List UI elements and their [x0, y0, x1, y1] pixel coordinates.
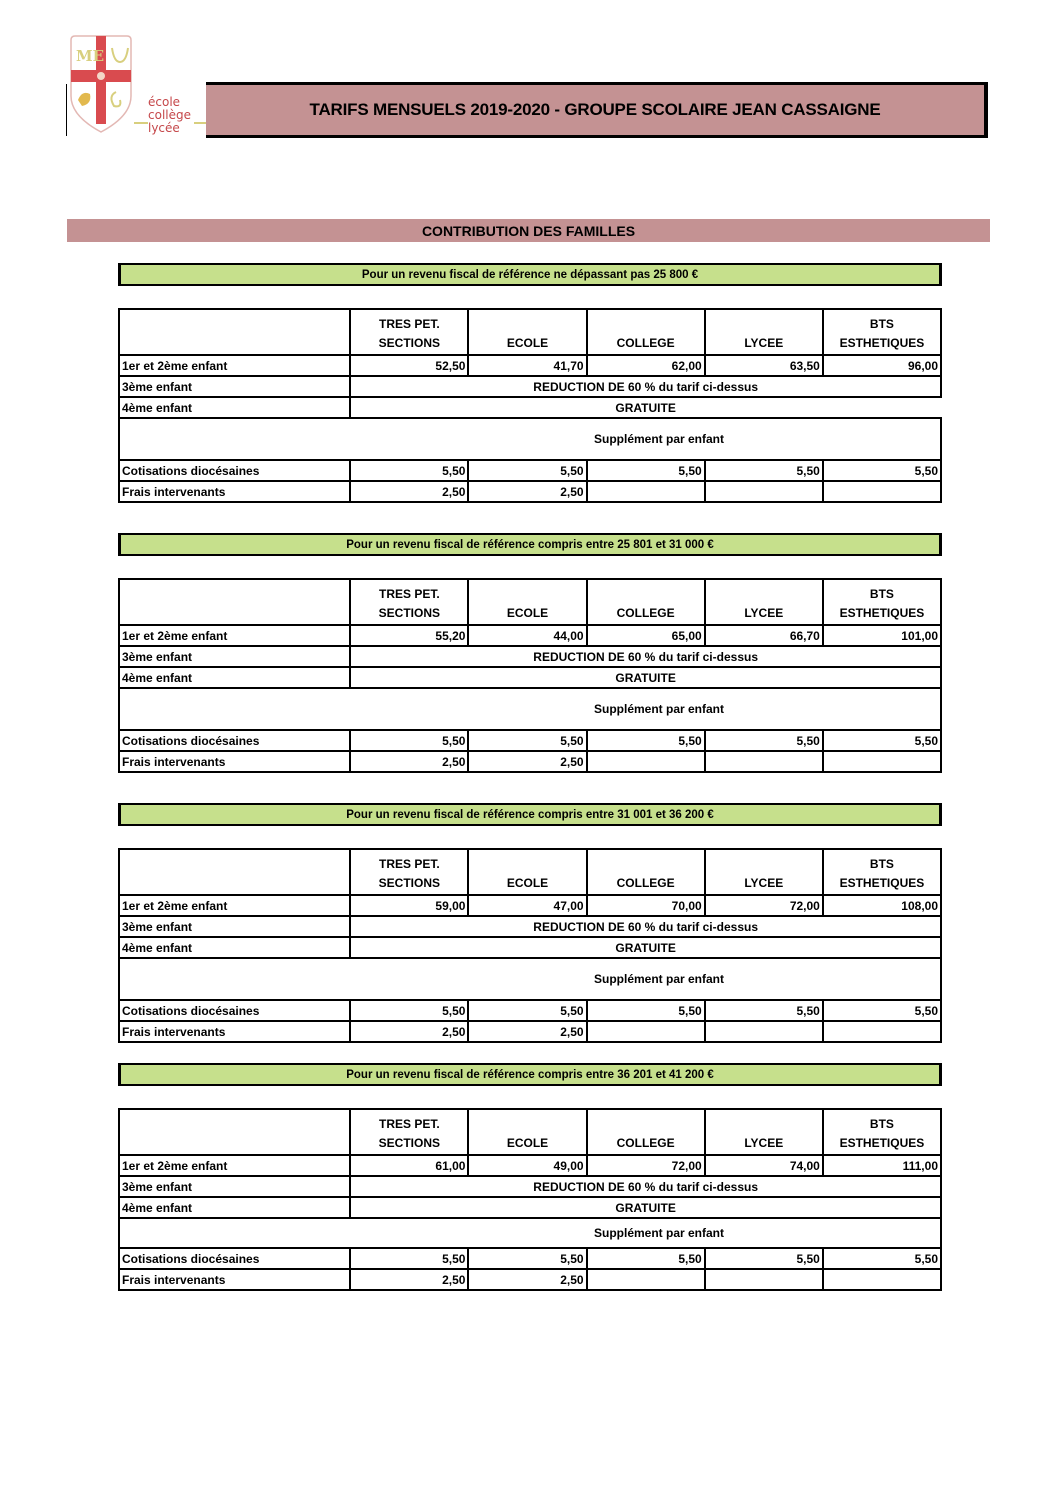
bracket-title: Pour un revenu fiscal de référence ne dépassant pas 25 800 € [361, 268, 699, 281]
reduction-note: REDUCTION DE 60 % du tarif ci-dessus [350, 376, 941, 397]
row-label-third-child: 3ème enfant [119, 376, 350, 397]
cotisation-cell: 5,50 [823, 1000, 941, 1021]
cotisation-cell: 5,50 [705, 730, 823, 751]
col-header-ecole: ECOLE [468, 1109, 586, 1155]
col-header-lycee: LYCEE [705, 1109, 823, 1155]
table-row-fourth-child [119, 667, 941, 688]
cotisation-cell: 5,50 [350, 460, 468, 481]
cotisation-cell: 5,50 [705, 460, 823, 481]
logo-gold-line-left [134, 122, 148, 124]
table-row-fourth-child [119, 397, 941, 418]
row-label-first-second-child: 1er et 2ème enfant [119, 355, 350, 376]
price-cell: 44,00 [468, 625, 586, 646]
cotisation-cell: 5,50 [350, 1248, 468, 1269]
price-cell: 62,00 [587, 355, 705, 376]
frais-cell [705, 481, 823, 502]
tariff-table-4 [118, 1108, 942, 1291]
section-header [67, 219, 990, 242]
reduction-note: REDUCTION DE 60 % du tarif ci-dessus [350, 646, 941, 667]
row-label-third-child: 3ème enfant [119, 646, 350, 667]
table-row-frais [119, 1021, 941, 1042]
bracket-title: Pour un revenu fiscal de référence compris entre 36 201 et 41 200 € [346, 1068, 714, 1081]
frais-cell [705, 1021, 823, 1042]
frais-cell: 2,50 [468, 1021, 586, 1042]
frais-cell [823, 751, 941, 772]
price-cell: 49,00 [468, 1155, 586, 1176]
bracket-title-band-2 [118, 533, 942, 556]
frais-cell [587, 1021, 705, 1042]
logo-word-ecole: école [148, 95, 181, 109]
school-logo [64, 34, 210, 140]
frais-cell [705, 1269, 823, 1290]
price-cell: 101,00 [823, 625, 941, 646]
col-header-college: COLLEGE [587, 1109, 705, 1155]
col-header-lycee: LYCEE [705, 579, 823, 625]
price-cell: 96,00 [823, 355, 941, 376]
logo-divider-line [66, 84, 67, 136]
table-row-first-second-child [119, 1155, 941, 1176]
row-label-cotisations: Cotisations diocésaines [119, 1000, 350, 1021]
price-cell: 74,00 [705, 1155, 823, 1176]
price-cell: 70,00 [587, 895, 705, 916]
row-label-cotisations: Cotisations diocésaines [119, 730, 350, 751]
cotisation-cell: 5,50 [350, 730, 468, 751]
col-header-ecole: ECOLE [468, 579, 586, 625]
table-row-fourth-child [119, 1197, 941, 1218]
supplement-heading: Supplément par enfant [119, 958, 941, 1000]
logo-monogram: ME [76, 47, 105, 65]
price-cell: 108,00 [823, 895, 941, 916]
cotisation-cell: 5,50 [468, 460, 586, 481]
col-header-college: COLLEGE [587, 849, 705, 895]
header-empty-cell [119, 309, 350, 355]
price-cell: 72,00 [705, 895, 823, 916]
price-cell: 55,20 [350, 625, 468, 646]
col-header-bts-esthetiques: BTS ESTHETIQUES [823, 579, 941, 625]
price-cell: 59,00 [350, 895, 468, 916]
col-header-college: COLLEGE [587, 309, 705, 355]
price-cell: 111,00 [823, 1155, 941, 1176]
row-label-frais: Frais intervenants [119, 751, 350, 772]
col-header-bts-esthetiques: BTS ESTHETIQUES [823, 849, 941, 895]
table-header-row [119, 849, 941, 895]
table-row-supplement [119, 1218, 941, 1248]
frais-cell [705, 751, 823, 772]
frais-cell: 2,50 [468, 751, 586, 772]
frais-cell: 2,50 [350, 1021, 468, 1042]
col-header-tres-petites-sections: TRES PET. SECTIONS [350, 309, 468, 355]
table-row-cotisations [119, 1248, 941, 1269]
table-row-supplement [119, 418, 941, 460]
bracket-title: Pour un revenu fiscal de référence compris entre 25 801 et 31 000 € [346, 538, 714, 551]
table-header-row [119, 579, 941, 625]
table-row-supplement [119, 958, 941, 1000]
price-cell: 63,50 [705, 355, 823, 376]
frais-cell [587, 1269, 705, 1290]
frais-cell [823, 1269, 941, 1290]
price-cell: 72,00 [587, 1155, 705, 1176]
col-header-lycee: LYCEE [705, 849, 823, 895]
row-label-third-child: 3ème enfant [119, 1176, 350, 1197]
supplement-heading: Supplément par enfant [119, 1218, 941, 1248]
row-label-first-second-child: 1er et 2ème enfant [119, 1155, 350, 1176]
table-header-row [119, 1109, 941, 1155]
cotisation-cell: 5,50 [350, 1000, 468, 1021]
price-cell: 52,50 [350, 355, 468, 376]
price-cell: 47,00 [468, 895, 586, 916]
gratuite-note: GRATUITE [350, 937, 941, 958]
col-header-bts-esthetiques: BTS ESTHETIQUES [823, 309, 941, 355]
row-label-first-second-child: 1er et 2ème enfant [119, 895, 350, 916]
table-row-supplement [119, 688, 941, 730]
row-label-cotisations: Cotisations diocésaines [119, 460, 350, 481]
table-row-frais [119, 751, 941, 772]
row-label-fourth-child: 4ème enfant [119, 397, 350, 418]
logo-word-lycee: lycée [148, 121, 180, 135]
row-label-fourth-child: 4ème enfant [119, 667, 350, 688]
table-row-fourth-child [119, 937, 941, 958]
document-title: TARIFS MENSUELS 2019-2020 - GROUPE SCOLAIRE JEAN CASSAIGNE [309, 100, 881, 119]
frais-cell [823, 1021, 941, 1042]
cotisation-cell: 5,50 [823, 730, 941, 751]
frais-cell: 2,50 [350, 751, 468, 772]
row-label-fourth-child: 4ème enfant [119, 937, 350, 958]
row-label-third-child: 3ème enfant [119, 916, 350, 937]
frais-cell: 2,50 [350, 481, 468, 502]
cotisation-cell: 5,50 [468, 730, 586, 751]
reduction-note: REDUCTION DE 60 % du tarif ci-dessus [350, 1176, 941, 1197]
logo-wordmark [148, 96, 191, 135]
table-row-cotisations [119, 460, 941, 481]
table-row-first-second-child [119, 355, 941, 376]
bracket-title-band-4 [118, 1063, 942, 1086]
table-row-cotisations [119, 730, 941, 751]
price-cell: 66,70 [705, 625, 823, 646]
price-cell: 41,70 [468, 355, 586, 376]
cotisation-cell: 5,50 [468, 1248, 586, 1269]
col-header-tres-petites-sections: TRES PET. SECTIONS [350, 1109, 468, 1155]
col-header-ecole: ECOLE [468, 309, 586, 355]
col-header-tres-petites-sections: TRES PET. SECTIONS [350, 849, 468, 895]
supplement-heading: Supplément par enfant [119, 688, 941, 730]
table-row-first-second-child [119, 895, 941, 916]
document-title-bar [206, 82, 988, 138]
cotisation-cell: 5,50 [823, 1248, 941, 1269]
section-title: CONTRIBUTION DES FAMILLES [421, 222, 636, 239]
reduction-note: REDUCTION DE 60 % du tarif ci-dessus [350, 916, 941, 937]
table-row-third-child [119, 646, 941, 667]
table-header-row [119, 309, 941, 355]
col-header-bts-esthetiques: BTS ESTHETIQUES [823, 1109, 941, 1155]
header-empty-cell [119, 579, 350, 625]
row-label-frais: Frais intervenants [119, 481, 350, 502]
row-label-frais: Frais intervenants [119, 1269, 350, 1290]
frais-cell: 2,50 [468, 1269, 586, 1290]
logo-word-college: collège [148, 108, 191, 122]
tariff-table-3 [118, 848, 942, 1043]
cotisation-cell: 5,50 [705, 1000, 823, 1021]
gratuite-note: GRATUITE [350, 1197, 941, 1218]
table-row-first-second-child [119, 625, 941, 646]
table-row-third-child [119, 376, 941, 397]
cotisation-cell: 5,50 [587, 1248, 705, 1269]
frais-cell [823, 481, 941, 502]
table-row-frais [119, 481, 941, 502]
cotisation-cell: 5,50 [587, 1000, 705, 1021]
price-cell: 61,00 [350, 1155, 468, 1176]
cotisation-cell: 5,50 [468, 1000, 586, 1021]
supplement-heading: Supplément par enfant [119, 418, 941, 460]
col-header-ecole: ECOLE [468, 849, 586, 895]
row-label-first-second-child: 1er et 2ème enfant [119, 625, 350, 646]
frais-cell: 2,50 [468, 481, 586, 502]
tariff-table-1 [118, 308, 942, 503]
frais-cell [587, 751, 705, 772]
frais-cell [587, 481, 705, 502]
table-row-frais [119, 1269, 941, 1290]
row-label-cotisations: Cotisations diocésaines [119, 1248, 350, 1269]
row-label-frais: Frais intervenants [119, 1021, 350, 1042]
row-label-fourth-child: 4ème enfant [119, 1197, 350, 1218]
cotisation-cell: 5,50 [587, 460, 705, 481]
table-row-third-child [119, 1176, 941, 1197]
col-header-college: COLLEGE [587, 579, 705, 625]
shield-crest-icon [68, 34, 134, 134]
bracket-title-band-1 [118, 263, 942, 286]
gratuite-note: GRATUITE [350, 397, 941, 418]
frais-cell: 2,50 [350, 1269, 468, 1290]
col-header-lycee: LYCEE [705, 309, 823, 355]
cotisation-cell: 5,50 [705, 1248, 823, 1269]
tariff-table-2 [118, 578, 942, 773]
table-row-third-child [119, 916, 941, 937]
bracket-title-band-3 [118, 803, 942, 826]
col-header-tres-petites-sections: TRES PET. SECTIONS [350, 579, 468, 625]
table-row-cotisations [119, 1000, 941, 1021]
gratuite-note: GRATUITE [350, 667, 941, 688]
cotisation-cell: 5,50 [587, 730, 705, 751]
cotisation-cell: 5,50 [823, 460, 941, 481]
header-empty-cell [119, 1109, 350, 1155]
header-empty-cell [119, 849, 350, 895]
price-cell: 65,00 [587, 625, 705, 646]
bracket-title: Pour un revenu fiscal de référence compris entre 31 001 et 36 200 € [346, 808, 714, 821]
